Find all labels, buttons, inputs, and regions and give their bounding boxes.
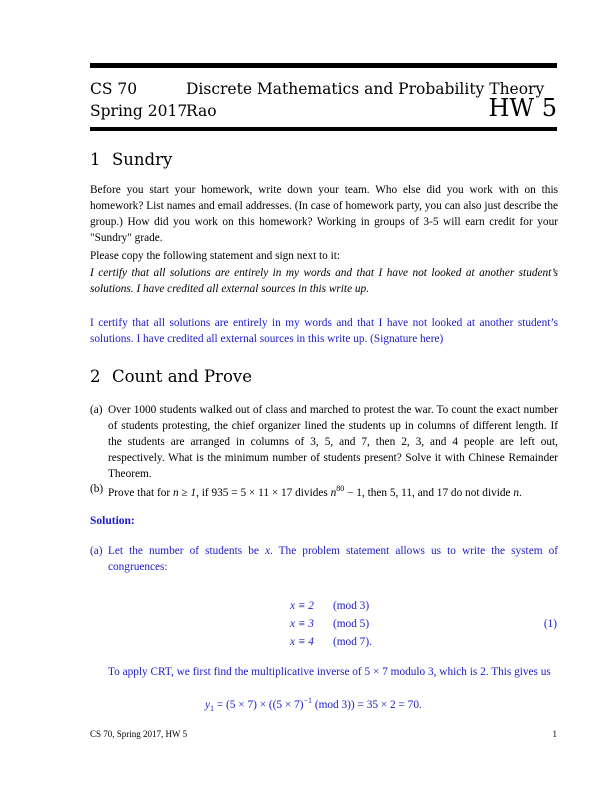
congruence-3-mod: (mod 7). xyxy=(333,636,372,648)
instructor: Rao xyxy=(186,102,217,120)
part-b-label: (b) xyxy=(90,483,104,495)
part-a-label: (a) xyxy=(90,404,103,416)
part-a-text: Over 1000 students walked out of class and marched to protest the war. To count the exact number of students protesting, the chief organizer lined the students up in columns of different length. If the students are arranged in columns of 3, 5, and 7, then 2, 3, and 4 people are left out, respectively. What is the minimum number of students present? Solve it with Chinese Remainder Theorem. xyxy=(108,404,558,480)
part-b-text xyxy=(108,481,558,501)
solution-a-text xyxy=(108,543,558,575)
solution-a-post: . The problem statement allows us to write the system of congruences: xyxy=(108,545,558,573)
problem-part-a xyxy=(90,402,558,482)
y1-equation xyxy=(205,696,422,713)
part-b-base: n xyxy=(330,486,337,499)
footer-page-number: 1 xyxy=(552,729,557,739)
equation-number: (1) xyxy=(543,618,557,630)
solution-heading: Solution: xyxy=(90,515,135,527)
part-b-exponent: 80 xyxy=(336,484,345,493)
part-b-mid: , if 935 = 5 × 11 × 17 divides xyxy=(196,486,331,499)
y1-exponent: −1 xyxy=(303,696,313,705)
hw-number: HW 5 xyxy=(488,94,557,122)
part-b-condition: n ≥ 1 xyxy=(172,486,197,499)
header-top-rule xyxy=(90,63,557,68)
part-b-pre: Prove that for xyxy=(108,486,173,499)
honor-statement: I certify that all solutions are entirely in my words and that I have not looked at another student’s solutions. I have credited all external sources in this write up. xyxy=(90,267,558,295)
section-1-number: 1 xyxy=(90,150,101,169)
solution-part-a xyxy=(90,543,558,575)
y1-rhs-2: (mod 3)) = 35 × 2 = 70. xyxy=(312,698,422,711)
congruence-1-mod: (mod 3) xyxy=(333,600,370,612)
y1-symbol: y xyxy=(205,698,211,711)
y1-subscript: 1 xyxy=(210,704,215,714)
congruence-2-lhs: x ≡ 3 xyxy=(290,618,314,630)
part-b-var: n xyxy=(513,486,520,499)
sundry-instructions: Before you start your homework, write down your team. Who else did you work with on this homework? List names and email addresses. (In case of homework party, you can also just describe the group.) How did you work on this homework? Working in groups of 3-5 will earn credit for your "Sundry" grade. xyxy=(90,184,558,244)
solution-a-label: (a) xyxy=(90,545,103,557)
section-2-title: Count and Prove xyxy=(112,367,252,386)
y1-rhs-1: = (5 × 7) × ((5 × 7) xyxy=(214,698,304,711)
part-b-end: . xyxy=(519,486,522,499)
footer-course: CS 70, Spring 2017, HW 5 xyxy=(90,729,188,739)
signed-honor-statement: I certify that all solutions are entirely in my words and that I have not looked at another student’s solutions. I have credited all external sources in this write up. (Signature here) xyxy=(90,317,558,345)
course-title: Discrete Mathematics and Probability Theory xyxy=(186,80,545,98)
section-1-title: Sundry xyxy=(112,150,173,169)
course-code: CS 70 xyxy=(90,80,138,98)
sundry-copy-prompt: Please copy the following statement and sign next to it: xyxy=(90,250,341,262)
solution-a-var: x xyxy=(264,545,270,557)
congruence-3-lhs: x ≡ 4 xyxy=(290,636,314,648)
course-term: Spring 2017 xyxy=(90,102,188,120)
header-bottom-rule xyxy=(90,127,557,131)
congruence-1-lhs: x ≡ 2 xyxy=(290,600,314,612)
crt-explanation: To apply CRT, we first find the multiplicative inverse of 5 × 7 modulo 3, which is 2. This gives us xyxy=(108,666,551,678)
congruence-2-mod: (mod 5) xyxy=(333,618,370,630)
solution-a-pre: Let the number of students be xyxy=(108,545,265,557)
part-b-rest: − 1, then 5, 11, and 17 do not divide xyxy=(344,486,514,499)
section-2-number: 2 xyxy=(90,367,101,386)
problem-part-b xyxy=(90,481,558,501)
